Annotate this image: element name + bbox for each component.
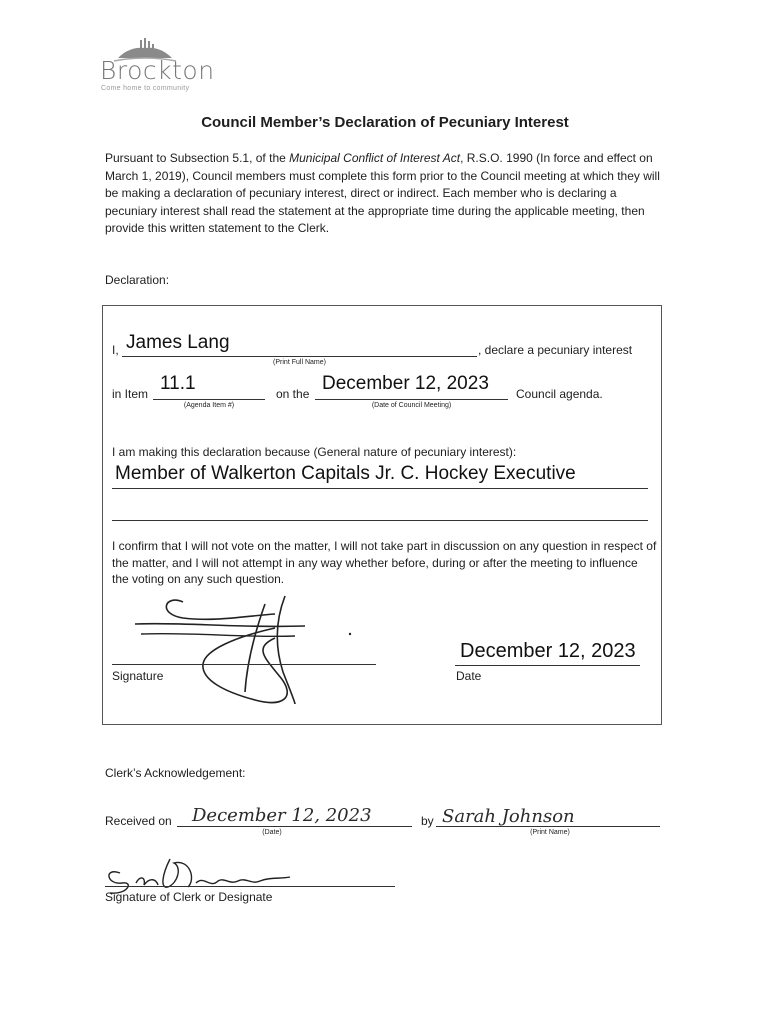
meeting-date-field[interactable]: December 12, 2023 [322, 373, 489, 394]
date-line [455, 665, 640, 666]
signature-label: Signature [112, 669, 164, 683]
page-title: Council Member’s Declaration of Pecuniary Interest [201, 114, 569, 131]
received-date-handwritten: December 12, 2023 [192, 805, 372, 826]
logo-name: Brockton [100, 56, 215, 85]
confirmation-statement: I confirm that I will not vote on the matter, I will not take part in discussion on any question in respect of the matter, and I will not attempt in any way whether before, during or after the meeting to influence the voting on any such question. [112, 539, 657, 586]
clerk-signature-line [105, 886, 395, 887]
act-name: Municipal Conflict of Interest Act [289, 151, 461, 165]
i-prefix: I, [112, 343, 119, 357]
clerk-signature-caption: Signature of Clerk or Designate [105, 890, 273, 904]
by-label: by [421, 814, 434, 828]
item-line [153, 399, 265, 400]
member-signature-image [125, 592, 355, 710]
clerk-acknowledgement-heading: Clerk’s Acknowledgement: [105, 766, 246, 780]
logo-tagline: Come home to community [101, 85, 190, 92]
declare-text: , declare a pecuniary interest [478, 343, 633, 357]
name-line [122, 356, 477, 357]
meeting-date-line [315, 399, 508, 400]
agenda-label: Council agenda. [516, 387, 603, 401]
received-on-label: Received on [105, 814, 172, 828]
reason-line-1 [112, 488, 648, 489]
received-date-caption: (Date) [262, 829, 282, 836]
intro-paragraph: Pursuant to Subsection 5.1, of the Municipal Conflict of Interest Act, R.S.O. 1990 (In force and effect on March 1, 2019), Council members must complete this form prior to the Council meeting at which they will be making a declaration of pecuniary interest, direct or indirect. Each member who is declaring a pecuniary interest shall read the statement at the appropriate time during the applicable meeting, then provide this written statement to the Clerk. [105, 151, 660, 236]
on-the-label: on the [276, 387, 310, 401]
date-label: Date [456, 669, 482, 683]
member-name-field[interactable]: James Lang [126, 332, 230, 353]
declaration-heading: Declaration: [105, 273, 170, 287]
agenda-item-field[interactable]: 11.1 [160, 373, 196, 394]
signature-line [112, 664, 376, 665]
reason-line-2 [112, 520, 648, 521]
signature-date-field[interactable]: December 12, 2023 [460, 640, 636, 662]
in-item-label: in Item [112, 387, 149, 401]
reason-label: I am making this declaration because (General nature of pecuniary interest): [112, 445, 517, 459]
reason-field[interactable]: Member of Walkerton Capitals Jr. C. Hockey Executive [115, 463, 576, 484]
item-caption: (Agenda Item #) [183, 402, 235, 409]
clerk-name-handwritten: Sarah Johnson [442, 806, 575, 827]
name-caption: (Print Full Name) [273, 359, 326, 366]
received-date-line [177, 826, 412, 827]
clerk-name-caption: (Print Name) [530, 829, 570, 836]
meeting-date-caption: (Date of Council Meeting) [371, 402, 452, 409]
